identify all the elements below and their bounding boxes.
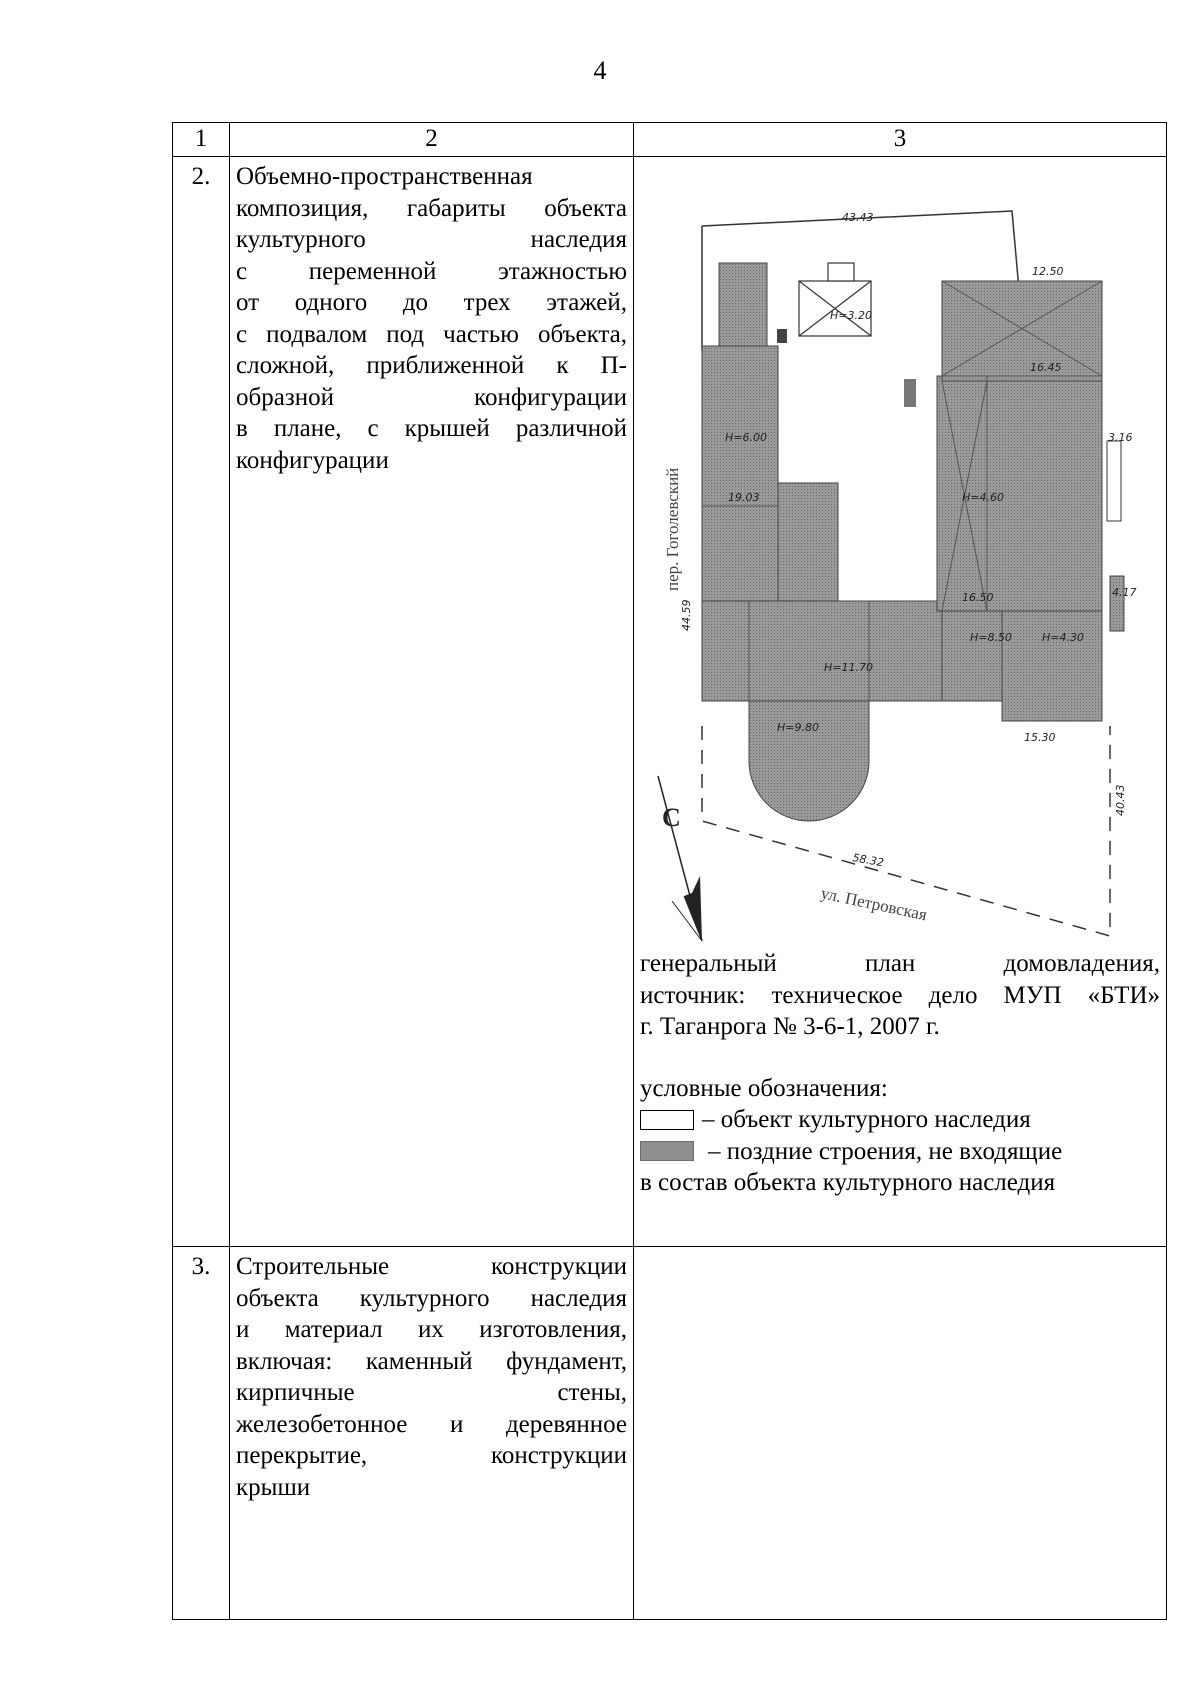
svg-text:16.50: 16.50 bbox=[962, 591, 994, 604]
svg-text:Н=11.70: Н=11.70 bbox=[824, 661, 873, 674]
desc-line: перекрытие, конструкции bbox=[236, 1442, 627, 1469]
desc-line: кирпичные стены, bbox=[236, 1379, 627, 1406]
svg-text:Н=3.20: Н=3.20 bbox=[830, 309, 872, 322]
svg-text:43.43: 43.43 bbox=[842, 211, 874, 224]
building-block bbox=[778, 483, 838, 603]
plan-caption bbox=[634, 948, 1166, 1043]
desc-line: от одного до трех этажей, bbox=[236, 289, 627, 316]
svg-text:12.50: 12.50 bbox=[1032, 265, 1064, 278]
document-table bbox=[172, 122, 1167, 1620]
table-row bbox=[173, 157, 1167, 1247]
table-header-row bbox=[173, 123, 1167, 157]
building-block bbox=[719, 263, 767, 348]
legend-label: – объект культурного наследия bbox=[702, 1106, 1031, 1133]
svg-text:58.32: 58.32 bbox=[851, 851, 885, 870]
building-block bbox=[1002, 611, 1102, 721]
desc-line: культурного наследия bbox=[236, 226, 627, 253]
north-letter: С bbox=[662, 803, 681, 832]
legend-title: условные обозначения: bbox=[640, 1074, 888, 1102]
desc-line: конфигурации bbox=[236, 446, 389, 474]
legend-tail: в состав объекта культурного наследия bbox=[640, 1169, 1056, 1196]
svg-text:Н=6.00: Н=6.00 bbox=[725, 431, 767, 444]
street-label-left: пер. Гоголевский bbox=[663, 467, 682, 591]
header-col-3: 3 bbox=[634, 123, 1167, 157]
desc-line: с переменной этажностью bbox=[236, 257, 627, 285]
header-col-2: 2 bbox=[230, 123, 634, 157]
desc-line: крыши bbox=[236, 1473, 311, 1501]
plan-cell bbox=[634, 157, 1167, 1247]
row-number: 3. bbox=[173, 1247, 230, 1620]
row-number: 2. bbox=[173, 157, 230, 1247]
svg-text:15.30: 15.30 bbox=[1024, 731, 1056, 744]
header-col-1: 1 bbox=[173, 123, 230, 157]
desc-line: и материал их изготовления, bbox=[236, 1316, 627, 1343]
desc-line: объекта культурного наследия bbox=[236, 1284, 627, 1312]
desc-line: включая: каменный фундамент, bbox=[236, 1347, 627, 1375]
desc-line: сложной, приближенной к П- bbox=[236, 352, 627, 379]
desc-line: композиция, габариты объекта bbox=[236, 194, 627, 222]
grey-swatch-icon bbox=[640, 1141, 694, 1161]
caption-line: источник: техническое дело МУП «БТИ» bbox=[640, 981, 1160, 1009]
white-swatch-icon bbox=[640, 1110, 694, 1130]
north-arrow-icon bbox=[658, 776, 702, 941]
building-block bbox=[1110, 576, 1124, 631]
caption-line: г. Таганрога № 3-6-1, 2007 г. bbox=[640, 1013, 940, 1040]
row-description bbox=[230, 1247, 634, 1620]
row-description bbox=[230, 157, 634, 1247]
legend-label: – поздние строения, не входящие bbox=[708, 1137, 1063, 1165]
desc-line: в плане, с крышей различной bbox=[236, 415, 627, 442]
site-plan-drawing bbox=[642, 201, 1162, 946]
svg-text:Н=9.80: Н=9.80 bbox=[777, 721, 819, 734]
building-block bbox=[702, 601, 942, 701]
svg-text:16.45: 16.45 bbox=[1030, 361, 1062, 374]
legend bbox=[634, 1073, 1166, 1199]
svg-text:Н=8.50: Н=8.50 bbox=[970, 631, 1012, 644]
table-row bbox=[173, 1247, 1167, 1620]
desc-line: Объемно-пространственная bbox=[236, 163, 533, 190]
desc-line: Строительные конструкции bbox=[236, 1253, 627, 1280]
svg-text:Н=4.30: Н=4.30 bbox=[1042, 631, 1084, 644]
legend-item-late-buildings bbox=[640, 1136, 1160, 1168]
legend-item-heritage bbox=[640, 1104, 1160, 1136]
building-block bbox=[942, 281, 1102, 381]
page-number: 4 bbox=[593, 56, 607, 85]
desc-line: с подвалом под частью объекта, bbox=[236, 320, 627, 348]
svg-text:Н=4.60: Н=4.60 bbox=[962, 491, 1004, 504]
street-label-bottom: ул. Петровская bbox=[819, 883, 929, 925]
white-structure bbox=[799, 263, 871, 336]
apse-block bbox=[749, 701, 869, 821]
building-block bbox=[942, 611, 1002, 701]
svg-text:3.16: 3.16 bbox=[1108, 431, 1133, 444]
svg-text:4.17: 4.17 bbox=[1112, 586, 1137, 599]
svg-text:44.59: 44.59 bbox=[680, 599, 693, 631]
caption-line: генеральный план домовладения, bbox=[640, 950, 1160, 977]
svg-text:40.43: 40.43 bbox=[1114, 784, 1127, 816]
svg-text:19.03: 19.03 bbox=[728, 491, 760, 504]
desc-line: образной конфигурации bbox=[236, 383, 627, 411]
desc-line: железобетонное и деревянное bbox=[236, 1410, 627, 1438]
empty-cell bbox=[634, 1247, 1167, 1620]
